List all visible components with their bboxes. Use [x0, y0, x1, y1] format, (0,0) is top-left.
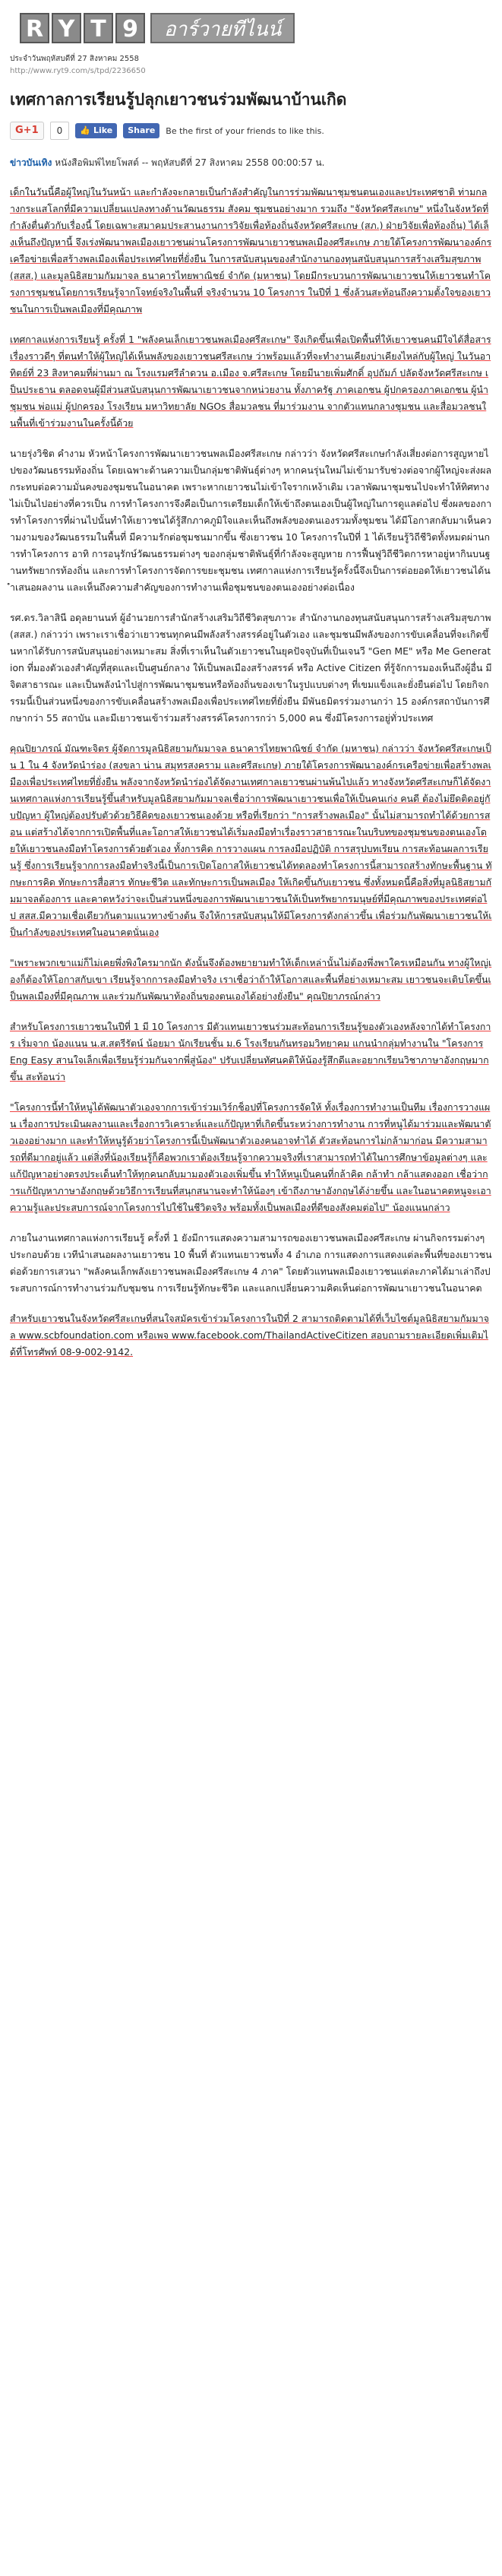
social-bar: [10, 122, 492, 140]
gplus-button[interactable]: G+1: [10, 122, 44, 140]
logo-letter: T: [84, 13, 113, 43]
logo-letter: Y: [52, 13, 81, 43]
logo-letter: R: [20, 13, 49, 43]
article-paragraph: รศ.ดร.วิลาสินี อดุลยานนท์ ผู้อำนวยการสำนักสร้างเสริมวิถีชีวิตสุขภาวะ สำนักงานกองทุนสนับสนุนการสร้างเสริมสุขภาพ (สสส.) กล่าวว่า เพราะเราเชื่อว่าเยาวชนทุกคนมีพลังสร้างสรรค์อยู่ในตัวเอง และชุมชนมีพลังของการขับเคลื่อนที่จะเกิดขึ้นหากได้รับการสนับสนุนอย่างเหมาะสม สิ่งที่เราเห็นในตัวเยาวชนในยุคปัจจุบันที่เป็นเจนวี "Gen ME" หรือ Me Generation ที่มองตัวเองสำคัญที่สุดและเป็นศูนย์กลาง ให้เป็นพลเมืองสร้างสรรค์ หรือ Active Citizen ที่รู้จักการมองเห็นถึงผู้อื่น มีจิตสาธารณะ และเป็นพลังนำไปสู่การพัฒนาชุมชนหรือท้องถิ่นของเขาในรูปแบบต่างๆ ที่เขมแข็งและยั่งยืนต่อไป โดยกิจกรรมนี้เป็นส่วนหนึ่งของการขับเคลื่อนสร้างพลเมืองเพื่อประเทศไทยที่ยั่งยืน มีพันธมิตรร่วมงานกว่า 15 องค์กรสถาบันการศึกษากว่า 55 สถาบัน และมีเยาวชนเข้าร่วมสร้างสรรค์โครงการกว่า 5,000 คน ซึ่งมีโครงการอยู่ทั่วประเทศ: [10, 612, 492, 724]
site-header: [10, 0, 492, 58]
logo-tagline: อาร์วายทีไนน์: [150, 13, 295, 43]
article-url[interactable]: http://www.ryt9.com/s/tpd/2236650: [10, 67, 146, 75]
facebook-like-text: Be the first of your friends to like this.: [166, 125, 324, 136]
logo-letter: 9: [115, 13, 145, 43]
article-paragraph: สำหรับเยาวชนในจังหวัดศรีสะเกษที่สนใจสมัครเข้าร่วมโครงการในปีที่ 2 สามารถติดตามได้ที่เว็บไซต์มูลนิธิสยามกัมมาจล www.scbfoundation.com หรือเพจ www.facebook.com/ThailandActiveCitizen สอบถามรายละเอียดเพิ่มเติมได้ที่โทรศัพท์ 08-9-002-9142.: [10, 1313, 489, 1358]
print-date: ประจำวันพฤหัสบดีที่ 27 สิงหาคม 2558: [10, 55, 139, 63]
byline: [10, 155, 492, 170]
site-logo[interactable]: [20, 13, 295, 43]
article-paragraph: เด็กในวันนี้คือผู้ใหญ่ในวันหน้า และกำลังจะกลายเป็นกำลังสำคัญในการร่วมพัฒนาชุมชนตนเองและประเทศชาติ ท่ามกลางกระแสโลกที่มีความเปลี่ยนแปลงทางด้านวัฒนธรรม สังคม ชุมชนอย่างมาก รวมถึง "จังหวัดศรีสะเกษ" หนึ่งในจังหวัดที่กำลังตื่นตัวกับเรื่องนี้ โดยเฉพาะสมาคมประสานงานการวิจัยเพื่อท้องถิ่นจังหวัดศรีสะเกษ (สภ.) ฝ่ายวิจัยเพื่อท้องถิ่น) ได้เล็งเห็นถึงปัญหานี้ จึงเร่งพัฒนาพลเมืองเยาวชนผ่านโครงการพัฒนาเยาวชนพลเมืองศรีสะเกษ ภายใต้โครงการพัฒนาองค์กรเครือข่ายเพื่อสร้างพลเมืองเพื่อประเทศไทยที่ยั่งยืน ในการสนับสนุนของสำนักงานกองทุนสนับสนุนการสร้างเสริมสุขภาพ (สสส.) และมูลนิธิสยามกัมมาจล ธนาคารไทยพาณิชย์ จำกัด (มหาชน) โดยมีกระบวนการพัฒนาเยาวชนให้เยาวชนทำโครงการชุมชนโดยการเรียนรู้จากโจทย์จริงในพื้นที่ จริงจำนวน 10 โครงการ ในปีที่ 1 ซึ่งล้วนสะท้อนถึงความตั้งใจของเยาวชนในการเป็นพลเมืองที่มีคุณภาพ: [10, 186, 492, 315]
byline-category[interactable]: ข่าวบันเทิง: [10, 157, 52, 168]
facebook-share-button[interactable]: Share: [123, 123, 159, 138]
facebook-like-label: Like: [93, 125, 113, 135]
article-paragraph: ภายในงานเทศกาลแห่งการเรียนรู้ ครั้งที่ 1 ยังมีการแสดงความสามารถของเยาวชนพลเมืองศรีสะเกษ ผ่านกิจกรรมต่างๆ ประกอบด้วย เวทีนำเสนอผลงานเยาวชน 10 พื้นที่ ตัวแทนเยาวชนทั้ง 4 อำเภอ การแสดงการแสดงแต่ละพื้นที่ของเยาวชน ต่อด้วยการเสวนา "พลังคนเล็กพลังเยาวชนพลเมืองศรีสะเกษ 4 ภาค" โดยตัวแทนพลเมืองเยาวชนแต่ละภาคได้มาเล่าถึงประสบการณ์การทำงานร่วมกับชุมชน การเรียนรู้ทักษะชีวิต และแลกเปลี่ยนความคิดเห็นต่อการพัฒนาเยาวชนในอนาคต: [10, 1232, 492, 1294]
article-title: เทศกาลการเรียนรู้ปลุกเยาวชนร่วมพัฒนาบ้านเกิด: [10, 90, 347, 109]
byline-source: หนังสือพิมพ์ไทยโพสต์ -- พฤหัสบดีที่ 27 สิงหาคม 2558 00:00:57 น.: [55, 157, 325, 168]
article-paragraph: "โครงการนี้ทำให้หนูได้พัฒนาตัวเองจากการเข้าร่วมเวิร์กช็อปที่โครงการจัดให้ ทั้งเรื่องการทำงานเป็นทีม เรื่องการวางแผน เรื่องการประเมินผลงานและเรื่องการวิเคราะห์และแก้ปัญหาที่เกิดขึ้นระหว่างการทำงาน การที่หนูได้มาร่วมและพัฒนาตัวเองอย่างมาก และทำให้หนูรู้ด้วยว่าโครงการนี้เป็นพัฒนาตัวเองคนอาจทำได้ ตัวสะท้อนการไม่กล้ามาก่อน มีความสามารถที่ดีมากอยู่แล้ว แต่สิ่งที่น้องเรียนรู้ก็คือพวกเราต้องเรียนรู้จากความจริงที่เราสามารถทำได้ในการศึกษาข้อมูลต่างๆ และแก้ปัญหาอย่างตรงประเด็นทำให้ทุกคนกลับมามองตัวเองเพิ่มขึ้น ทำให้หนูเป็นคนที่กล้าคิด กล้าทำ กล้าแสดงออก เชื่อว่าการแก้ปัญหาภาษาอังกฤษด้วยวิธีการเรียนที่สนุกสนานจะทำให้น้องๆ เข้าถึงภาษาอังกฤษได้ง่ายขึ้น และในอนาคตหนูจะเอาความรู้และประสบการณ์จากโครงการไปใช้ในชีวิตจริง พร้อมทั้งเป็นพลเมืองที่ดีของสังคมต่อไป" น้องแนนกล่าว: [10, 1101, 491, 1213]
article-paragraph: "เพราะพวกเขาแม่ก็ไม่เคยพึ่งพิงใครมากนัก ดังนั้นจึงต้องพยายามทำให้เด็กเหล่านั้นไม่ต้องพึ่งพาใครเหมือนกัน ทางผู้ใหญ่เองก็ต้องให้โอกาสกับเขา เรียนรู้จากการลงมือทำจริง เราเชื่อว่าถ้าให้โอกาสและพื้นที่อย่างเหมาะสม เยาวชนจะเติบโตขึ้นเป็นพลเมืองที่มีคุณภาพ และร่วมกันพัฒนาท้องถิ่นของตนเองได้อย่างยั่งยืน" คุณปิยาภรณ์กล่าว: [10, 957, 492, 1002]
article-paragraph: คุณปิยาภรณ์ มัณฑะจิตร ผู้จัดการมูลนิธิสยามกัมมาจล ธนาคารไทยพาณิชย์ จำกัด (มหาชน) กล่าวว่า จังหวัดศรีสะเกษเป็น 1 ใน 4 จังหวัดนำร่อง (สงขลา น่าน สมุทรสงคราม และศรีสะเกษ) ภายใต้โครงการพัฒนาองค์กรเครือข่ายเพื่อสร้างพลเมืองเพื่อประเทศไทยที่ยั่งยืน พลังจากจังหวัดนำร่องได้จัดงานเทศกาลเยาวชนผ่านพ้นไปแล้ว ทางจังหวัดศรีสะเกษก็ได้จัดงานเทศกาลแห่งการเรียนรู้ขึ้นสำหรับมูลนิธิสยามกัมมาจลเชื่อว่าการพัฒนาเยาวชนเพื่อให้เป็นคนเก่ง คนดี ต้องไม่ยึดติดอยู่กับปัญหา ผู้ใหญ่ต้องปรับตัวด้วยวิธีคิดของเยาวชนเองด้วย หรือที่เรียกว่า "การสร้างพลเมือง" นั้นไม่สามารถทำได้ด้วยการสอน แต่สร้างได้จากการเปิดพื้นที่และโอกาสให้เยาวชนได้เริ่มลงมือทำเรื่องราวสาธารณะในบริบทของชุมชนของตนเองโดยให้เยาวชนลงมือทำโครงการด้วยตัวเอง ทั้งการคิด การวางแผน การลงมือปฏิบัติ การสรุปบทเรียน การสะท้อนผลการเรียนรู้ ซึ่งการเรียนรู้จากการลงมือทำจริงนี้เป็นการเปิดโอกาสให้เยาวชนได้ทดลองทำโครงการนี้สามารถสร้างทักษะพื้นฐาน ทักษะการคิด ทักษะการสื่อสาร ทักษะชีวิต และทักษะการเป็นพลเมือง ให้เกิดขึ้นกับเยาวชน ซึ่งทั้งหมดนี้คือสิ่งที่มูลนิธิสยามกัมมาจลต้องการ และคาดหวังว่าจะเป็นส่วนหนึ่งของการพัฒนาเยาวชนให้เป็นทรัพยากรมนุษย์ที่มีคุณภาพของประเทศต่อไป สสส.มีความเชื่อเดียวกันตามแนวทางข้างต้น จึงให้การสนับสนุนให้มีโครงการดังกล่าวขึ้น เพื่อร่วมกันพัฒนาเยาวชนให้เป็นกำลังของประเทศในอนาคตนั่นเอง: [10, 743, 492, 938]
article-paragraph: นายรุ่งวิชิต คำงาม หัวหน้าโครงการพัฒนาเยาวชนพลเมืองศรีสะเกษ กล่าวว่า จังหวัดศรีสะเกษกำลังเสี่ยงต่อการสูญหายไปของวัฒนธรรมท้องถิ่น โดยเฉพาะด้านความเป็นกลุ่มชาติพันธุ์ต่างๆ หากคนรุ่นใหม่ไม่เข้ามารับช่วงต่อจากผู้ใหญ่จะส่งผลกระทบต่อความมั่นคงของชุมชนในอนาคต เพราะหากเยาวชนไม่เข้าใจรากเหง้าเดิม เวลาพัฒนาชุมชนไปจะทำให้ทิศทางไม่เป็นไปอย่างที่ควรเป็น การทำโครงการจึงคือเป็นการเตรียมเด็กให้เข้าถึงตนเองเป็นผู้ใหญ่ในการดูแลต่อไป ซึ่งผลของการทำโครงการที่ผ่านไปนั้นทำให้เยาวชนได้รู้สึกภาคภูมิใจและเห็นถึงพลังของตนเองรวมทั้งชุมชน ได้มีโอกาสกลับมาเห็นความงามของวัฒนธรรมในพื้นที่ มีความรักต่อชุมชนมากขึ้น ซึ่งเยาวชน 10 โครงการในปีที่ 1 ได้เรียนรู้วิถีชีวิตทั้งหมดผ่านการทำโครงการ อาทิ การอนุรักษ์วัฒนธรรมต่างๆ ของกลุ่มชาติพันธุ์ที่กำลังจะสูญหาย การฟื้นฟูวิถีชีวิตการหาอยู่หากินบนฐานทรัพยากรท้องถิ่น และการทำโครงการจัดการขยะชุมชน เทศกาลแห่งการเรียนรู้ครั้งนี้จึงเป็นการต่อยอดให้เยาวชนได้นำเสนอผลงาน และเห็นถึงความสำคัญของการทำงานเพื่อชุมชนของตนเองอย่างต่อเนื่อง: [10, 448, 492, 593]
article-paragraph: เทศกาลแห่งการเรียนรู้ ครั้งที่ 1 "พลังคนเล็กเยาวชนพลเมืองศรีสะเกษ" จึงเกิดขึ้นเพื่อเปิดพื้นที่ให้เยาวชนคนมีใจได้สื่อสารเรื่องราวดีๆ ที่ตนทำให้ผู้ใหญ่ได้เห็นพลังของเยาวชนศรีสะเกษ ว่าพร้อมแล้วที่จะทำงานเคียงบ่าเคียงไหล่กับผู้ใหญ่ ในวันอาทิตย์ที่ 23 สิงหาคมที่ผ่านมา ณ โรงแรมศรีลำดวน อ.เมือง จ.ศรีสะเกษ โดยมีนายเพิ่มศักดิ์ อุปถัมภ์ ปลัดจังหวัดศรีสะเกษ เป็นประธาน ตลอดจนผู้มีส่วนสนับสนุนการพัฒนาเยาวชนจากหน่วยงาน ทั้งภาครัฐ ภาคเอกชน ผู้ปกครองภาคเอกชน ผู้นำชุมชน พ่อแม่ ผู้ปกครอง โรงเรียน มหาวิทยาลัย NGOs สื่อมวลชน ที่มาร่วมงาน จากตัวแทนกลางชุมชน และสื่อมวลชนในพื้นที่เข้าร่วมงานในครั้งนี้ด้วย: [10, 334, 491, 429]
thumbs-up-icon: 👍: [80, 125, 90, 135]
article-paragraph: สำหรับโครงการเยาวชนในปีที่ 1 มี 10 โครงการ มีตัวแทนเยาวชนร่วมสะท้อนการเรียนรู้ของตัวเองหลังจากได้ทำโครงการ เริ่มจาก น้องแนน น.ส.สตรีรัตน์ น้อยมา นักเรียนชั้น ม.6 โรงเรียนกันทรอมวิทยาคม แกนนำกลุ่มทำงานใน "โครงการ Eng Easy สานใจเล็กเพื่อเรียนรู้ร่วมกันจากพี่สู่น้อง" ปรับเปลี่ยนทัศนคติให้น้องรู้สึกดีและอยากเรียนวิชาภาษาอังกฤษมากขึ้น สะท้อนว่า: [10, 1021, 491, 1082]
gplus-count: 0: [50, 122, 70, 140]
facebook-like-button[interactable]: [75, 123, 117, 138]
